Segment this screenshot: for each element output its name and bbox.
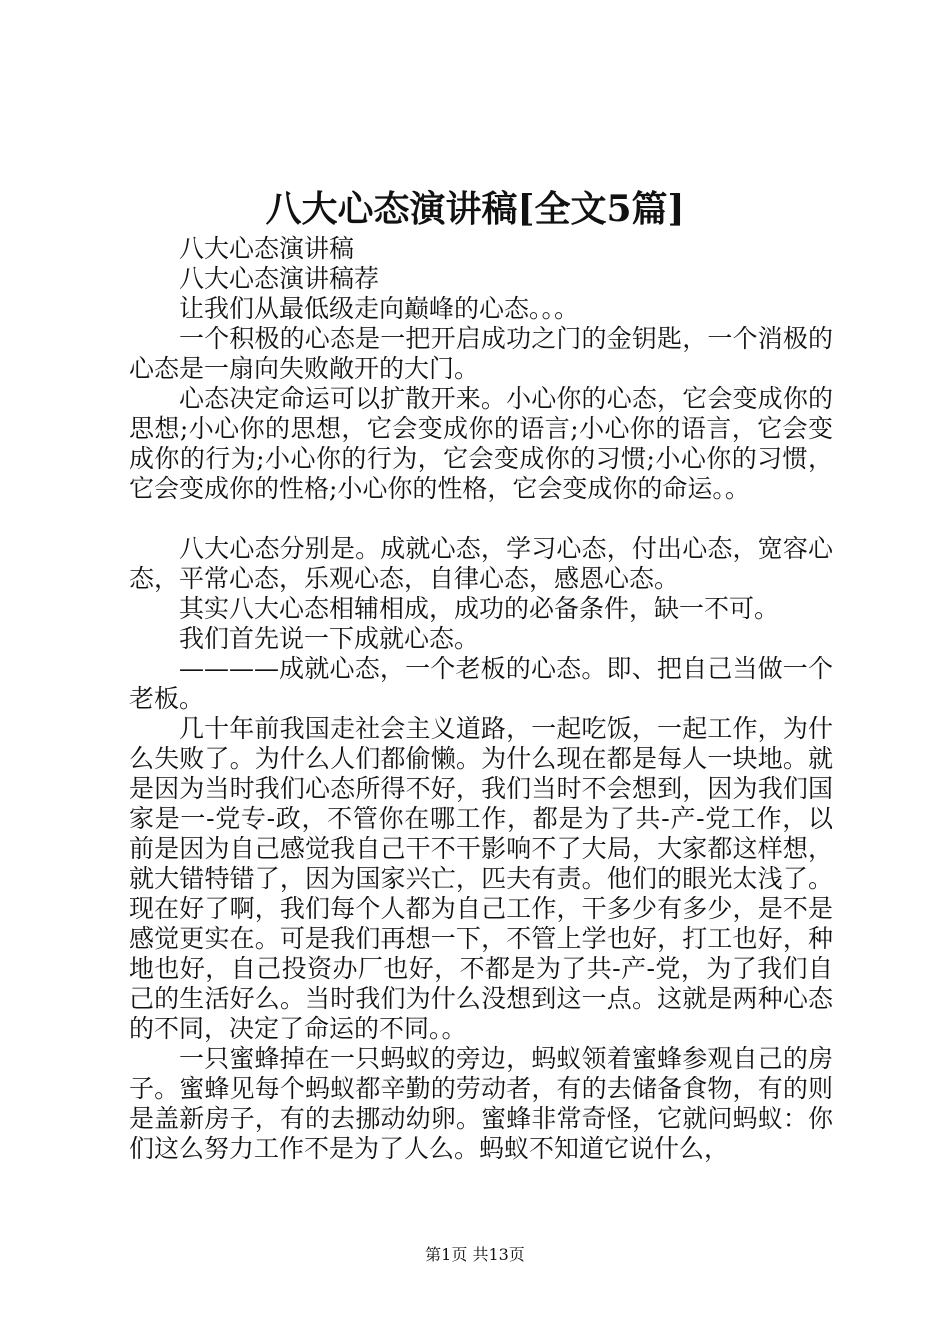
paragraph: ————成就心态，一个老板的心态。即、把自己当做一个老板。 [129, 654, 833, 713]
blank-line [129, 504, 833, 534]
paragraph: 八大心态演讲稿荐 [179, 264, 380, 293]
document-title: 八大心态演讲稿[全文5篇] [265, 188, 685, 230]
paragraph: 几十年前我国走社会主义道路，一起吃饭，一起工作，为什么失败了。为什么人们都偷懒。为什么现在都是每人一块地。就是因为当时我们心态所得不好，我们当时不会想到，因为我们国家是一-党专-政，不管你在哪工作，都是为了共-产-党工作，以前是因为自己感觉我自己干不干影响不了大局，大家都这样想，就大错特错了，因为国家兴亡，匹夫有责。他们的眼光太浅了。现在好了啊，我们每个人都为自己工作，干多少有多少，是不是感觉更实在。可是我们再想一下，不管上学也好，打工也好，种地也好，自己投资办厂也好，不都是为了共-产-党，为了我们自己的生活好么。当时我们为什么没想到这一点。这就是两种心态的不同，决定了命运的不同。。 [129, 714, 833, 1043]
paragraph: 心态决定命运可以扩散开来。小心你的心态，它会变成你的思想;小心你的思想，它会变成你的语言;小心你的语言，它会变成你的行为;小心你的行为，它会变成你的习惯;小心你的习惯，它会变成你的性格;小心你的性格，它会变成你的命运。。 [129, 384, 833, 503]
paragraph: 其实八大心态相辅相成，成功的必备条件，缺一不可。 [179, 594, 780, 623]
paragraph: 八大心态分别是。成就心态，学习心态，付出心态，宽容心态，平常心态，乐观心态，自律心态，感恩心态。 [129, 534, 833, 593]
document-body [129, 234, 833, 1164]
paragraph: 让我们从最低级走向巅峰的心态。。。 [179, 294, 580, 323]
paragraph: 一只蜜蜂掉在一只蚂蚁的旁边，蚂蚁领着蜜蜂参观自己的房子。蜜蜂见每个蚂蚁都辛勤的劳动者，有的去储备食物，有的则是盖新房子，有的去挪动幼卵。蜜蜂非常奇怪，它就问蚂蚁：你们这么努力工作不是为了人么。蚂蚁不知道它说什么， [129, 1044, 833, 1163]
page-number-footer: 第1页 共13页 [425, 1245, 525, 1264]
paragraph: 一个积极的心态是一把开启成功之门的金钥匙，一个消极的心态是一扇向失败敞开的大门。 [129, 324, 833, 383]
paragraph: 八大心态演讲稿 [179, 234, 355, 263]
paragraph: 我们首先说一下成就心态。 [179, 624, 480, 653]
